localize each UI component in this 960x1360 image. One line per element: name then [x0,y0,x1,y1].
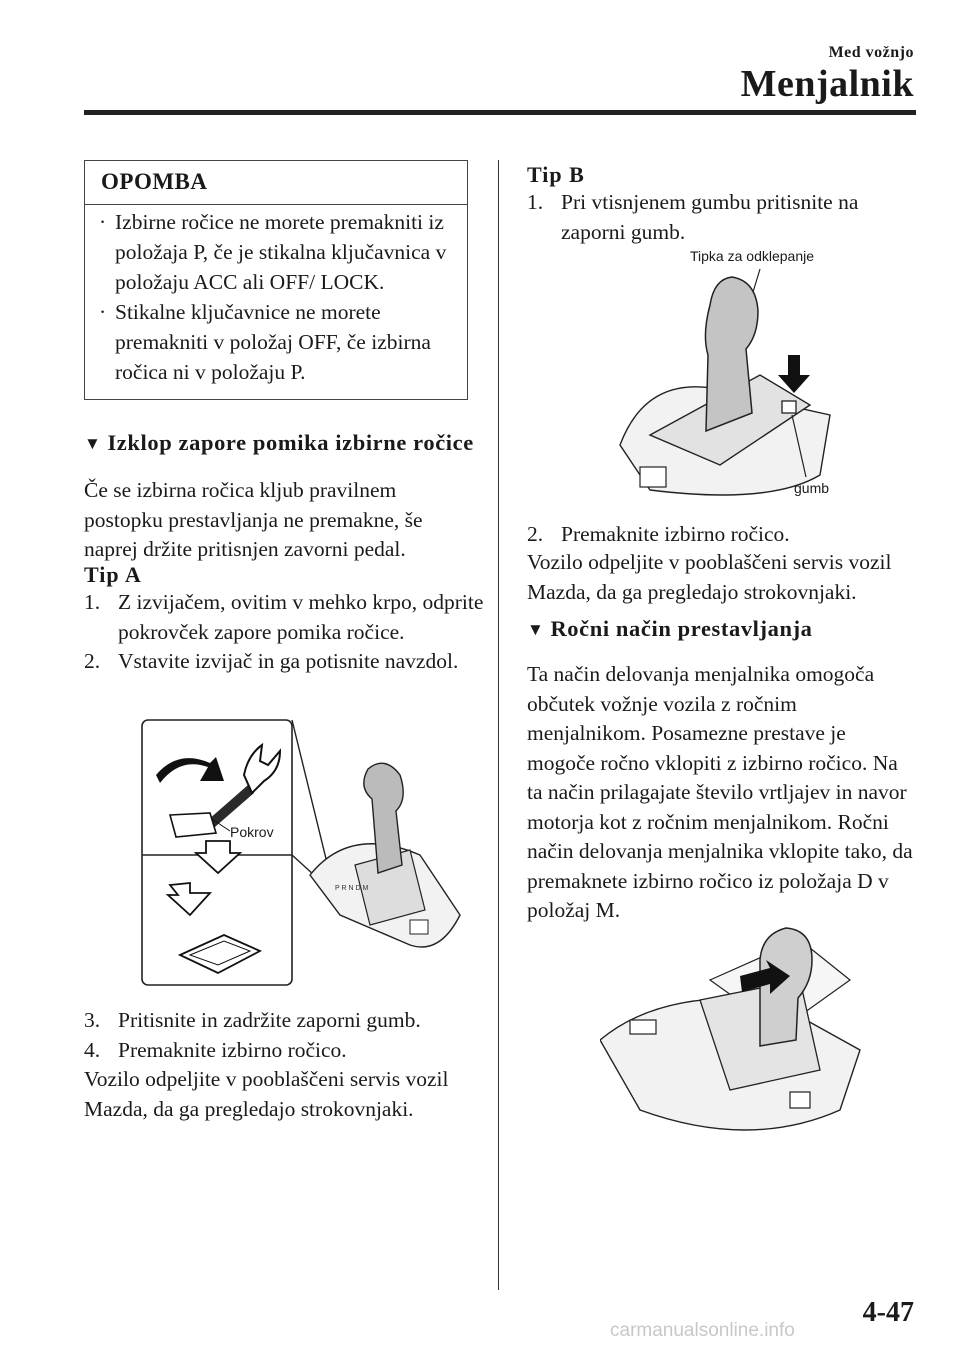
gate-letter: M [362,885,369,892]
page-number: 4-47 [862,1297,914,1328]
down-arrow-icon [196,841,240,873]
step-number: 3. [84,1008,101,1032]
triangle-marker-icon: ▼ [84,434,102,453]
tip-b-steps-after [527,520,917,550]
step-item [84,588,484,647]
press-arrow-icon [778,355,810,393]
gate-letter: N [348,885,354,892]
tip-b-closing: Vozilo odpeljite v pooblaščeni servis vozil Mazda, da ga pregledajo strokovnjaki. [527,550,892,604]
screwdriver-handle-icon [244,745,280,793]
note-item-text: Stikalne ključavnice ne morete premakniti v položaj OFF, če izbirna ročica ni v položaju P. [115,300,431,384]
tip-a-steps-after [84,1006,484,1065]
gate-letter: P [335,885,340,892]
step-text: Pritisnite in zadržite zaporni gumb. [118,1008,421,1032]
callout-pokrov: Pokrov [230,824,274,840]
note-item [99,207,459,297]
bullet: · [99,210,107,234]
header-rule [84,110,916,115]
section-heading-text: Ročni način prestavljanja [550,616,813,641]
step-text: Premaknite izbirno ročico. [118,1037,347,1062]
step-item [84,1006,484,1036]
step-text: Pri vtisnjenem gumbu pritisnite na zaporni gumb. [561,190,859,244]
tip-b-steps [527,188,917,247]
tip-a-steps [84,588,484,677]
step-item [527,188,917,247]
note-box [84,160,468,400]
gate-letter: R [341,885,347,892]
section-heading-text: Izklop zapore pomika izbirne ročice [107,430,474,455]
unlock-button-icon [782,401,796,413]
figure-manual-mode [600,920,870,1135]
step-number: 2. [527,522,544,546]
note-item-text: Izbirne ročice ne morete premakniti iz položaja P, če je stikalna ključavnica v položaju ACC ali OFF/ LOCK. [115,210,447,294]
bullet: · [99,300,107,324]
svg-text:P R N D M [335,885,369,892]
callout-gumb: gumb [794,480,830,496]
note-item [99,297,459,387]
triangle-marker-icon: ▼ [527,620,545,639]
step-item [84,647,484,677]
figure-tip-a [140,715,470,990]
step-item [84,1036,484,1066]
section-intro: Če se izbirna ročica kljub pravilnem postopku prestavljanja ne premakne, še naprej držite pritisnjen zavorni pedal. [84,478,423,561]
step-number: 1. [84,590,101,614]
step-text: Premaknite izbirno ročico. [561,522,790,546]
step-item [527,520,917,550]
cover-cap-icon [170,813,216,837]
tip-a-label: Tip A [84,562,142,587]
section-body: Ta način delovanja menjalnika omogoča občutek vožnje vozila z ročnim menjalnikom. Posamezne prestave je mogoče ročno vklopiti z izbirno ročico. Na ta način prilagajate število vrtljajev in navor motorja kot z ročnim menjalnikom. Ročni način delovanja menjalnika vklopite tako, da premaknete izbirno ročico iz položaja D v položaj M. [527,662,913,922]
header-section: Med vožnjo [828,44,914,61]
figure-tip-b [610,245,860,505]
step-text: Z izvijačem, ovitim v mehko krpo, odprite pokrovček zapore pomika ročice. [118,590,484,644]
column-divider [498,160,499,1290]
tip-a-closing: Vozilo odpeljite v pooblaščeni servis vozil Mazda, da ga pregledajo strokovnjaki. [84,1067,449,1121]
gate-letter: D [355,885,361,892]
shift-knob-icon [705,277,758,431]
step-text: Vstavite izvijač in ga potisnite navzdol. [118,649,459,673]
callout-unlock-button: Tipka za odklepanje [690,248,815,264]
note-title: OPOMBA [85,161,467,205]
section-heading-manual-mode [527,616,813,642]
insert-arrow-icon [168,883,210,915]
section-heading-shift-lock [84,430,474,456]
watermark: carmanualsonline.info [610,1320,795,1341]
page-title: Menjalnik [740,63,914,105]
step-number: 1. [527,190,544,214]
step-number: 2. [84,649,101,673]
note-list [99,205,459,387]
tip-b-label: Tip B [527,162,585,187]
rotate-arrow-icon [156,757,224,783]
step-number: 4. [84,1037,101,1062]
